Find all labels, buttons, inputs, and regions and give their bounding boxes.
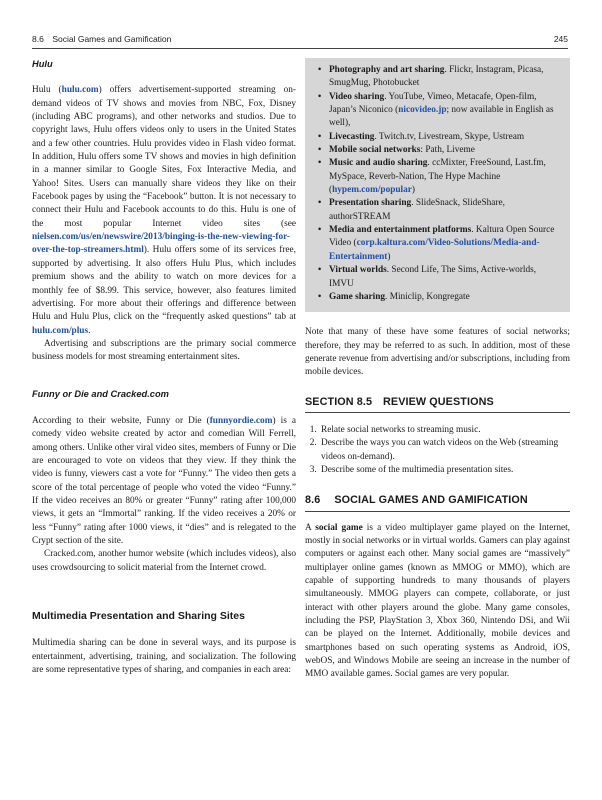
list-item [329, 157, 560, 197]
text-span: is a video multiplayer game played on the Internet, mostly in social networks or in virtual worlds. Gamers can play against computers or against each other. Many social games are “massively” multiplayer online games (known as MMOG or MMO), which are capable of supporting hundreds to many thousands of players simultaneously. MMOG players can compete, collaborate, or just interact with other players around the globe. Many game consoles, including the PSP, PlayStation 3, Xbox 360, Nintendo DSi, and Wii can be played on the Internet. Additionally, mobile devices and smartphones based on such operating systems as Android, iOS, webOS, and Windows Mobile are seeing an increase in the number of MMO available games. Social games are very popular. [305, 522, 571, 680]
text-span: ) [411, 185, 416, 196]
page-header [32, 34, 568, 48]
list-term: Presentation sharing [329, 198, 412, 209]
header-rule [32, 48, 568, 49]
list-term: Game sharing [329, 291, 386, 302]
funny-heading: Funny or Die and Cracked.com [32, 388, 169, 399]
list-item [329, 291, 560, 304]
sharing-types-list [315, 64, 560, 304]
text-span: ; now available in English as well), [329, 105, 554, 129]
page-number: 245 [553, 34, 568, 44]
list-item [329, 224, 560, 264]
cracked-paragraph: Cracked.com, another humor website (which includes videos), also uses crowdsourcing to solicit material from the Internet crowd. [32, 549, 296, 573]
hulu-heading: Hulu [32, 59, 53, 69]
text-span: . Miniclip, Kongregate [385, 291, 470, 302]
text-span: ) is a comedy video website created by actor and comedian Will Ferrell, among others. Unlike other viral video sites, members of Funny or Die are encouraged to vote on videos that they view. If they think the video is funny, viewers cast a vote for “Funny.” The video then gets a score of the total percentage of people who voted the video “Funny.” If the video receives an 80% or greater “Funny” rating after 100,000 views, it gets an “Immortal” ranking. If the video receives a 20% or less “Funny” rating after 1000 views, it “dies” and is relegated to the Crypt section of the site. [32, 415, 296, 546]
nielsen-link[interactable]: nielsen.com/us/en/newswire/2013/binging-is-the-new-viewing-for-over-the-top-streamers.html [32, 232, 290, 256]
list-item [329, 91, 560, 131]
text-span: Hulu ( [32, 85, 62, 96]
review-questions-heading: SECTION 8.5 REVIEW QUESTIONS [305, 396, 570, 413]
hulu-paragraph [32, 84, 296, 338]
funnyordie-link[interactable]: funnyordie.com [209, 415, 273, 426]
text-span: . [88, 325, 91, 336]
list-term: Video sharing [329, 91, 385, 102]
multimedia-paragraph: Multimedia sharing can be done in several ways, and its purpose is entertainment, advertising, training, and socialization. The following are some representative types of sharing, and companies in each area: [32, 638, 296, 676]
list-item: 3. Describe some of the multimedia presentation sites. [319, 464, 570, 477]
list-item: 1. Relate social networks to streaming music. [319, 424, 570, 437]
section-heading [305, 494, 570, 511]
text-span: ). Hulu offers some of its services free, supported by advertising. It also offers Hulu Plus, which includes premium shows and the ability to watch on more devices for a monthly fee of $8.99. This service, however, also features limited advertising. For more about their offerings and difference between Hulu and Hulu Plus, click on the “frequently asked questions” tab at [32, 245, 296, 323]
hypem-link[interactable]: hypem.com/popular [332, 185, 412, 196]
running-head: 8.6 Social Games and Gamification [32, 34, 172, 44]
term-social-game: social game [315, 522, 363, 533]
review-questions-list [305, 424, 570, 477]
text-span: . Second Life, The Sims, Active-worlds, IMVU [329, 265, 537, 289]
list-item: 2. Describe the ways you can watch videos on the Web (streaming videos on-demand). [319, 437, 570, 464]
list-item [329, 64, 560, 91]
list-item [329, 197, 560, 224]
text-span: . ccMixter, FreeSound, Last.fm, MySpace, Reverb-Nation, The Hype Machine ( [329, 158, 546, 196]
list-item [329, 144, 560, 157]
text-span: : Path, Liveme [420, 145, 475, 156]
kaltura-link[interactable]: corp.kaltura.com/Video-Solutions/Media-and-Entertainment [329, 238, 540, 262]
social-games-paragraph [305, 522, 570, 682]
funny-paragraph [32, 415, 296, 548]
niconico-link[interactable]: nicovideo.jp [398, 105, 447, 116]
list-item [329, 264, 560, 291]
hulu-plus-link[interactable]: hulu.com/plus [32, 325, 89, 336]
text-span: ) offers advertisement-supported streaming on-demand videos of TV shows and movies from NBC, Fox, Disney (including ABC programs), and other networks and studios. Due to copyright laws, Hulu offers videos only to users in the United States and a few other countries. Hulu provides video in Flash video format. In addition, Hulu offers some TV shows and movies in high definition in a manner similar to Google Sites, Fox Interactive Media, and Yahoo! Sites. Users can manually share videos they like on their Facebook pages by using the “Facebook” button. It is not necessary to connect their Hulu and Facebook accounts to do this. Hulu is one of the most popular Internet video sites (see [32, 85, 297, 229]
list-term: Mobile social networks [329, 145, 421, 156]
hulu-link[interactable]: hulu.com [61, 85, 99, 96]
text-span: . Kaltura Open Source Video ( [329, 225, 555, 249]
text-span: . Flickr, Instagram, Picasa, SmugMug, Photobucket [329, 65, 544, 89]
section-title: SOCIAL GAMES AND GAMIFICATION [334, 494, 528, 507]
text-span: A [305, 522, 316, 533]
right-column [305, 58, 570, 682]
sharing-types-box [305, 58, 570, 312]
list-term: Livecasting [329, 131, 375, 142]
text-span: . SlideSnack, SlideShare, authorSTREAM [329, 198, 505, 222]
list-term: Music and audio sharing [329, 158, 428, 169]
left-column [32, 58, 296, 677]
list-term: Media and entertainment platforms [329, 225, 472, 236]
section-number: 8.6 [305, 494, 321, 507]
text-span: ) [387, 251, 391, 262]
text-span: . Twitch.tv, Livestream, Skype, Ustream [374, 131, 525, 142]
text-span: According to their website, Funny or Die ( [32, 415, 210, 426]
list-term: Photography and art sharing [329, 65, 445, 75]
text-span: . YouTube, Vimeo, Metacafe, Open-film, Japan’s Niconico ( [329, 91, 537, 116]
list-item [329, 131, 560, 144]
note-paragraph: Note that many of these have some features of social networks; therefore, they may be referred to as such. In addition, most of these generate revenue from advertising and/or subscriptions, including from mobile devices. [305, 327, 570, 378]
multimedia-heading: Multimedia Presentation and Sharing Sites [32, 610, 245, 623]
list-term: Virtual worlds [329, 265, 387, 276]
hulu-paragraph-2: Advertising and subscriptions are the primary social commerce business models for most streaming entertainment sites. [32, 338, 296, 363]
